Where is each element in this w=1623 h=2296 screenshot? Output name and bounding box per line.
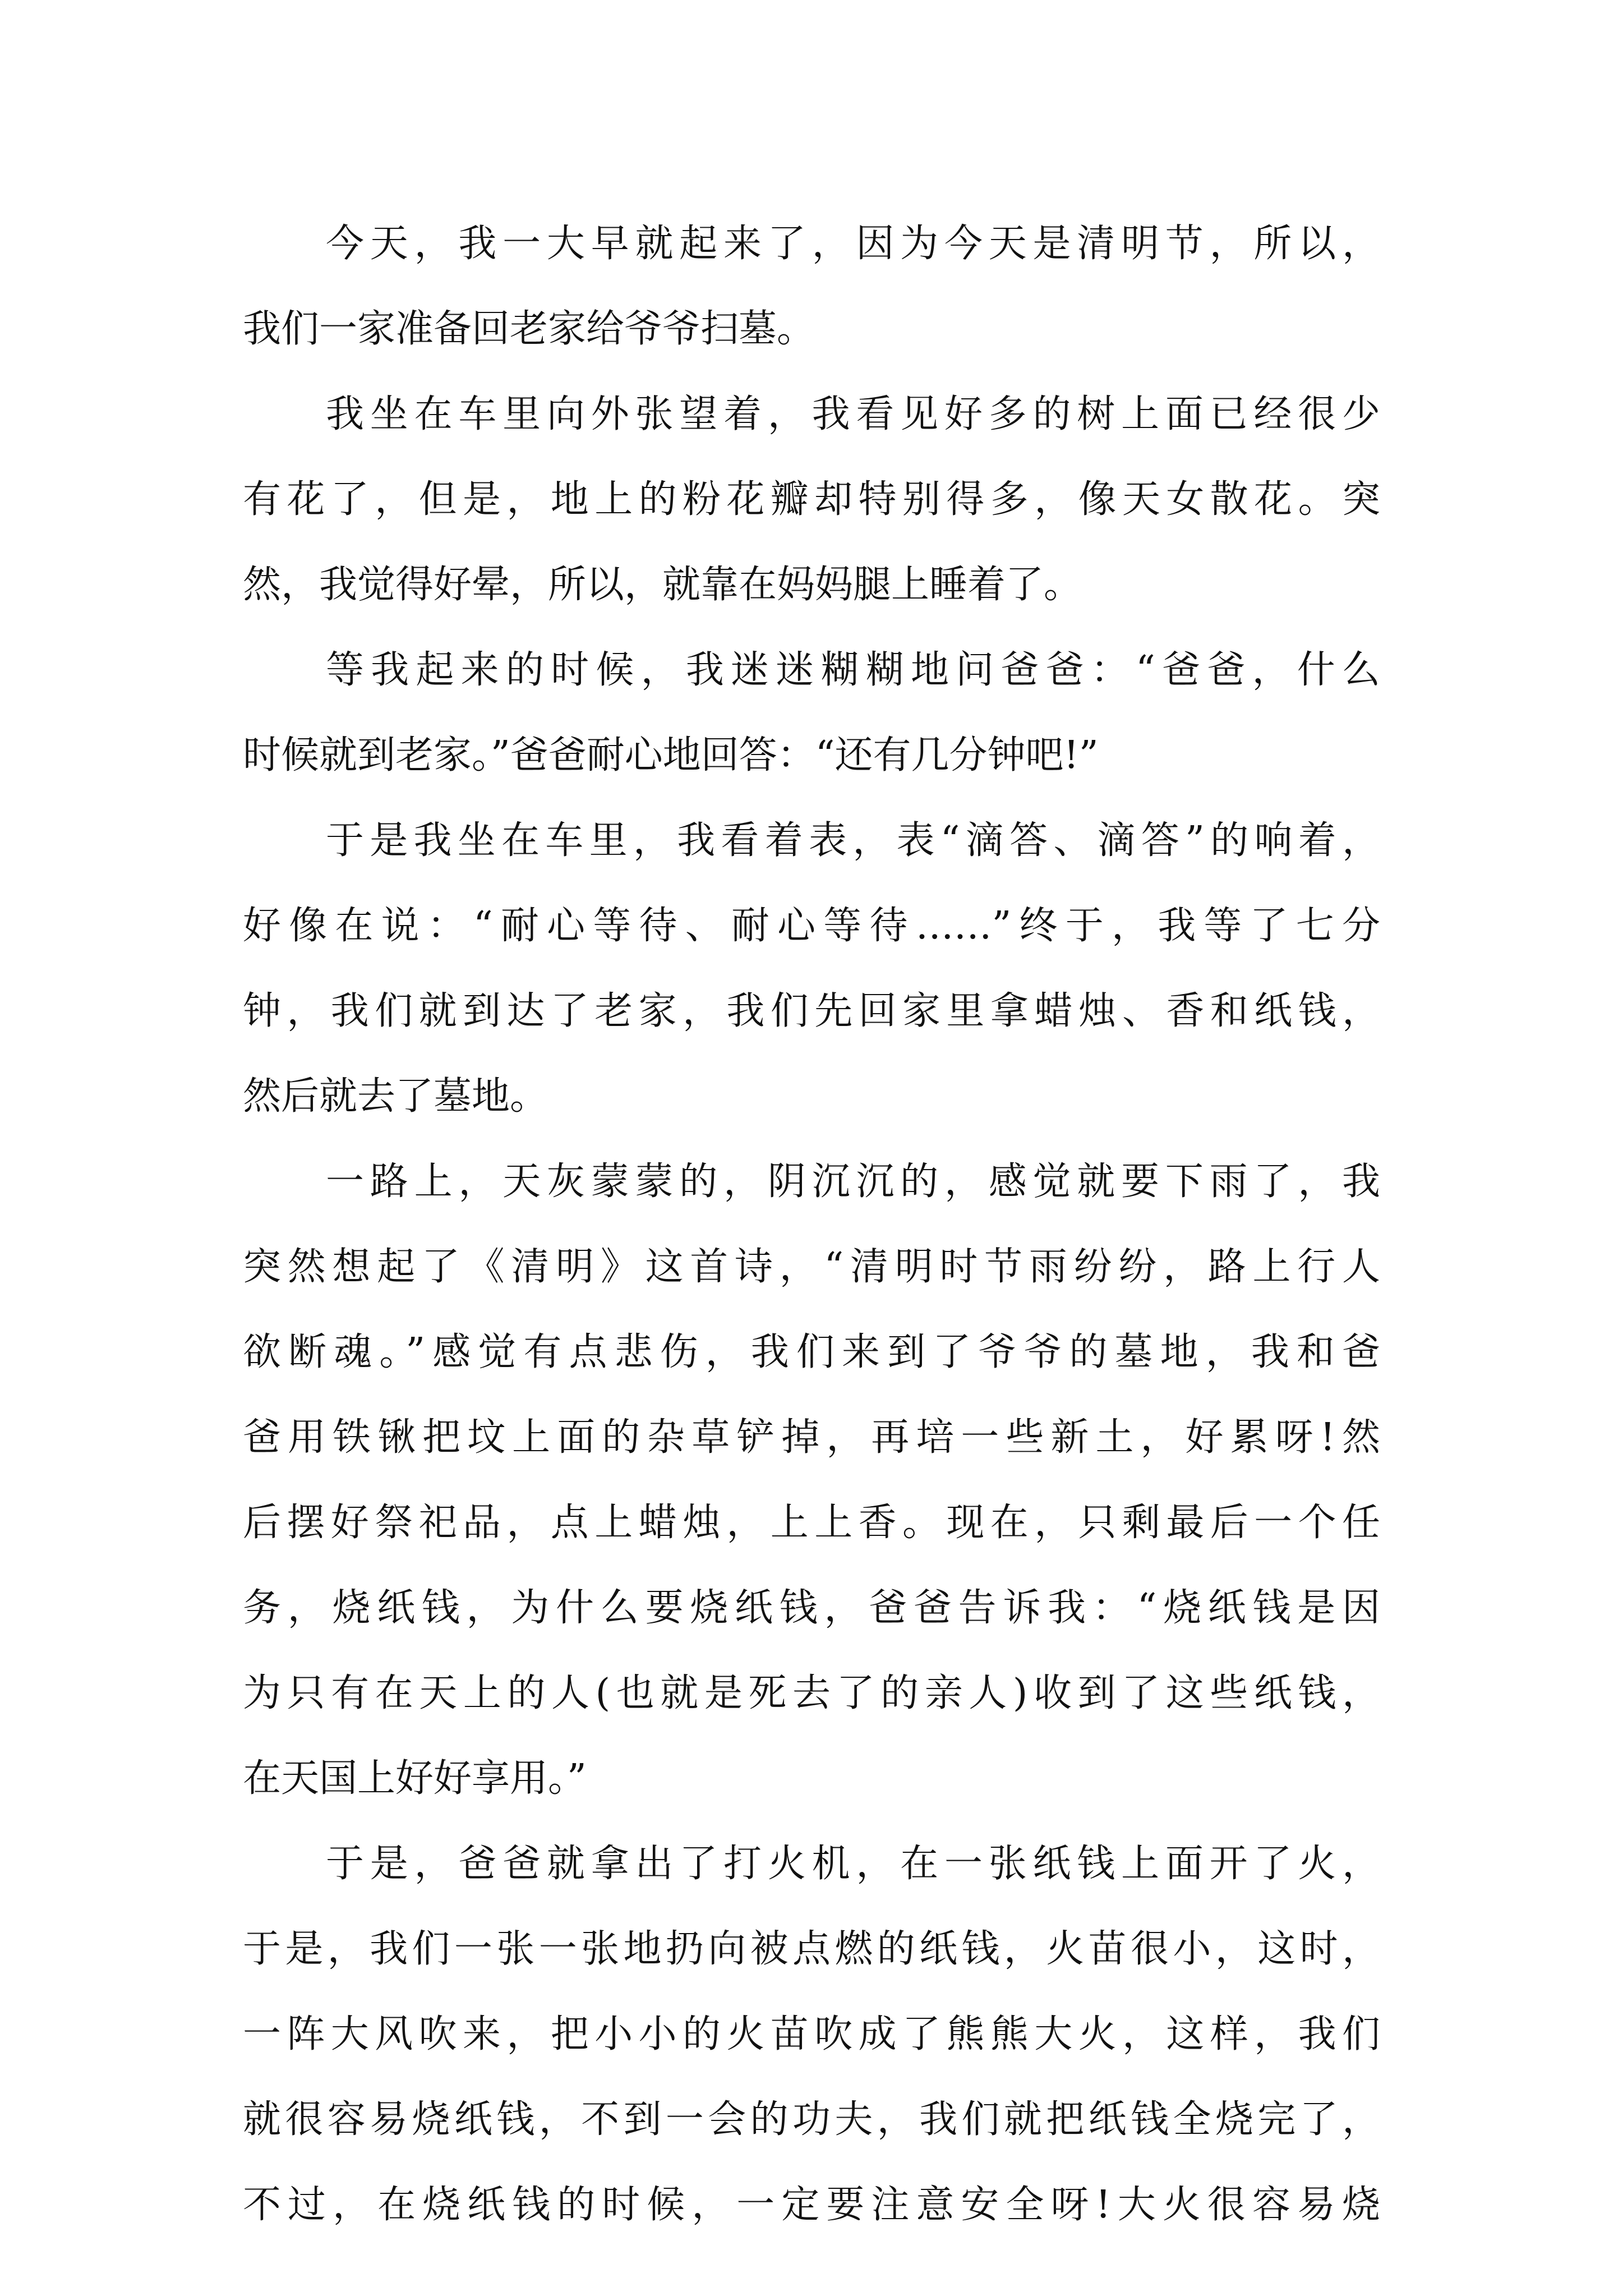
text-line: 欲断魂。”感觉有点悲伤，我们来到了爷爷的墓地，我和爸 (243, 1330, 1380, 1374)
text-line: 于是，我们一张一张地扔向被点燃的纸钱，火苗很小，这时， (243, 1927, 1380, 1971)
text-line: 不过，在烧纸钱的时候，一定要注意安全呀!大火很容易烧 (243, 2183, 1380, 2227)
text-line: 然，我觉得好晕，所以，就靠在妈妈腿上睡着了。 (243, 563, 1082, 607)
text-line: 一路上，天灰蒙蒙的，阴沉沉的，感觉就要下雨了，我 (326, 1159, 1380, 1204)
text-line: 今天，我一大早就起来了，因为今天是清明节，所以， (326, 222, 1380, 266)
text-line: 爸用铁锹把坟上面的杂草铲掉，再培一些新土，好累呀!然 (243, 1415, 1380, 1460)
text-line: 一阵大风吹来，把小小的火苗吹成了熊熊大火，这样，我们 (243, 2012, 1380, 2056)
text-line: 为只有在天上的人(也就是死去了的亲人)收到了这些纸钱， (243, 1671, 1380, 1715)
text-line: 在天国上好好享用。” (243, 1756, 587, 1801)
text-line: 突然想起了《清明》这首诗，“清明时节雨纷纷，路上行人 (243, 1245, 1380, 1289)
text-line: 就很容易烧纸钱，不到一会的功夫，我们就把纸钱全烧完了， (243, 2097, 1380, 2142)
text-line: 有花了，但是，地上的粉花瓣却特别得多，像天女散花。突 (243, 477, 1380, 522)
text-line: 钟，我们就到达了老家，我们先回家里拿蜡烛、香和纸钱， (243, 989, 1380, 1033)
text-line: 然后就去了墓地。 (243, 1074, 548, 1119)
text-line: 时候就到老家。”爸爸耐心地回答：“还有几分钟吧!” (243, 733, 1099, 777)
text-line: 好像在说：“耐心等待、耐心等待……”终于，我等了七分 (243, 904, 1380, 948)
text-line: 等我起来的时候，我迷迷糊糊地问爸爸：“爸爸，什么 (326, 648, 1380, 692)
text-line: 我坐在车里向外张望着，我看见好多的树上面已经很少 (326, 392, 1380, 436)
text-line: 务，烧纸钱，为什么要烧纸钱，爸爸告诉我：“烧纸钱是因 (243, 1586, 1380, 1630)
text-line: 于是我坐在车里，我看着表，表“滴答、滴答”的响着， (326, 818, 1380, 863)
text-line: 我们一家准备回老家给爷爷扫墓。 (243, 307, 815, 351)
text-line: 于是，爸爸就拿出了打火机，在一张纸钱上面开了火， (326, 1842, 1380, 1886)
text-line: 后摆好祭祀品，点上蜡烛，上上香。现在，只剩最后一个任 (243, 1501, 1380, 1545)
